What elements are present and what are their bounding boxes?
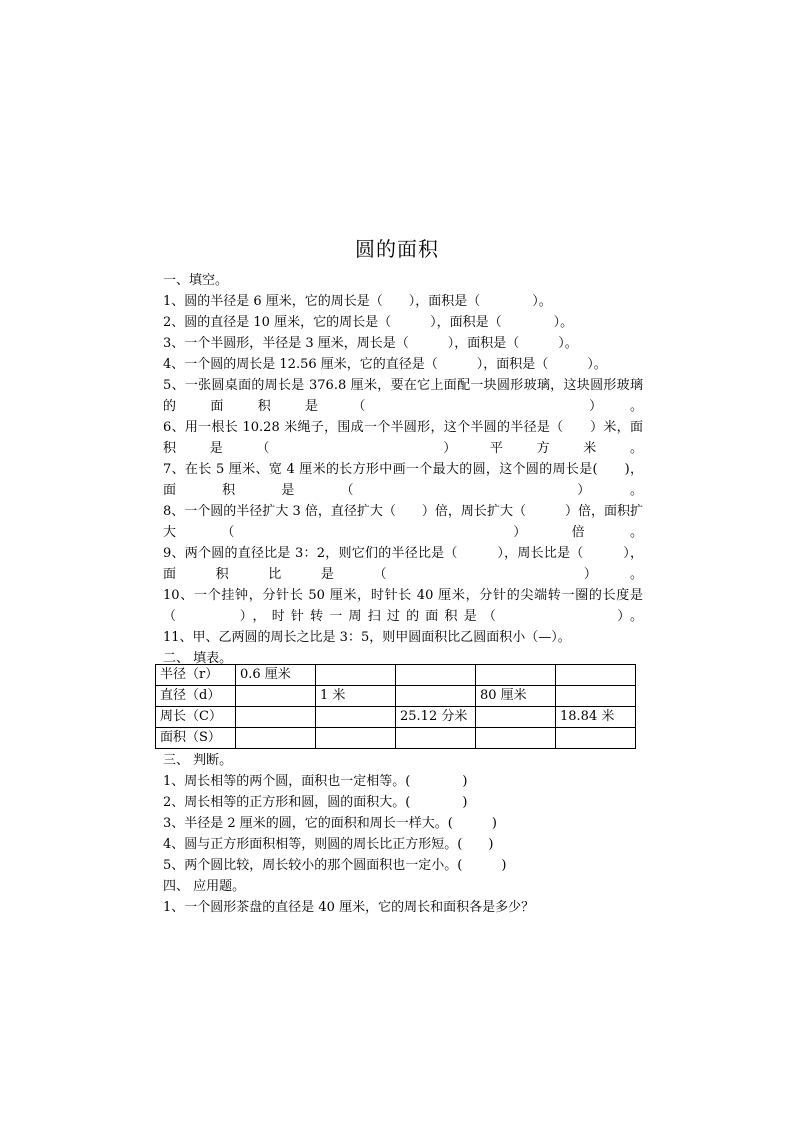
table-cell: 25.12 分米 xyxy=(396,707,476,728)
question-item: 5、两个圆比较，周长较小的那个圆面积也一定小。( ) xyxy=(163,858,507,873)
question-item: 11、甲、乙两圆的周长之比是 3：5，则甲圆面积比乙圆面积小（—）。 xyxy=(163,630,571,645)
table-row xyxy=(156,728,636,749)
table-cell: 面积（S） xyxy=(156,728,236,749)
table-cell xyxy=(236,728,316,749)
table-cell xyxy=(556,686,636,707)
question-item: 3、半径是 2 厘米的圆，它的面积和周长一样大。( ) xyxy=(163,816,497,831)
table-cell xyxy=(476,728,556,749)
table-cell xyxy=(556,728,636,749)
table-cell: 半径（r） xyxy=(156,665,236,686)
question-item: 1、一个圆形茶盘的直径是 40 厘米，它的周长和面积各是多少？ xyxy=(163,900,535,915)
table-cell: 0.6 厘米 xyxy=(236,665,316,686)
table-cell xyxy=(476,707,556,728)
table-cell xyxy=(316,707,396,728)
section-judgement-and-problems xyxy=(163,750,643,918)
table-cell xyxy=(556,665,636,686)
table-cell: 18.84 米 xyxy=(556,707,636,728)
table-cell xyxy=(316,728,396,749)
question-item: 7、在长 5 厘米、宽 4 厘米的长方形中画一个最大的圆，这个圆的周长是( )，面积是（ ）。 xyxy=(163,462,643,498)
question-item: 5、一张圆桌面的周长是 376.8 厘米，要在它上面配一块圆形玻璃，这块圆形玻璃的面积是（ ）。 xyxy=(163,378,643,414)
table-cell xyxy=(396,686,476,707)
table-cell xyxy=(316,665,396,686)
table-row xyxy=(156,665,636,686)
page-title: 圆的面积 xyxy=(355,237,439,261)
question-item: 4、圆与正方形面积相等，则圆的周长比正方形短。( ) xyxy=(163,837,494,852)
table-cell: 直径（d） xyxy=(156,686,236,707)
question-item: 1、周长相等的两个圆，面积也一定相等。( ) xyxy=(163,774,468,789)
table-cell xyxy=(236,707,316,728)
table-cell xyxy=(236,686,316,707)
question-item: 3、一个半圆形，半径是 3 厘米，周长是（ ），面积是（ ）。 xyxy=(163,336,578,351)
section-fill-in-blanks xyxy=(163,270,643,669)
fill-table xyxy=(155,664,636,749)
section-heading: 四、 应用题。 xyxy=(163,879,246,894)
table-cell: 周长（C） xyxy=(156,707,236,728)
question-item: 10、一个挂钟，分针长 50 厘米，时针长 40 厘米，分针的尖端转一圈的长度是（ ），时针转一周扫过的面积是（ ）。 xyxy=(163,588,643,624)
question-item: 6、用一根长 10.28 米绳子，围成一个半圆形，这个半圆的半径是（ ）米，面积是（ ）平方米。 xyxy=(163,420,643,456)
question-item: 9、两个圆的直径比是 3：2，则它们的半径比是（ ），周长比是（ ），面积比是（ ）。 xyxy=(163,546,643,582)
table-cell xyxy=(396,728,476,749)
section-heading: 一、填空。 xyxy=(163,273,229,288)
question-item: 2、周长相等的正方形和圆，圆的面积大。( ) xyxy=(163,795,468,810)
table-cell: 80 厘米 xyxy=(476,686,556,707)
question-item: 2、圆的直径是 10 厘米，它的周长是（ ），面积是（ ）。 xyxy=(163,315,574,330)
section-heading: 二、 填表。 xyxy=(163,651,233,666)
table-cell: 1 米 xyxy=(316,686,396,707)
table-cell xyxy=(476,665,556,686)
question-item: 8、一个圆的半径扩大 3 倍，直径扩大（ ）倍，周长扩大（ ）倍，面积扩大（ ）倍。 xyxy=(163,504,643,540)
section-heading: 三、 判断。 xyxy=(163,753,233,768)
question-item: 1、圆的半径是 6 厘米，它的周长是（ ），面积是（ ）。 xyxy=(163,294,552,309)
question-item: 4、一个圆的周长是 12.56 厘米，它的直径是（ ），面积是（ ）。 xyxy=(163,357,607,372)
table-row xyxy=(156,707,636,728)
table-row xyxy=(156,686,636,707)
table-cell xyxy=(396,665,476,686)
